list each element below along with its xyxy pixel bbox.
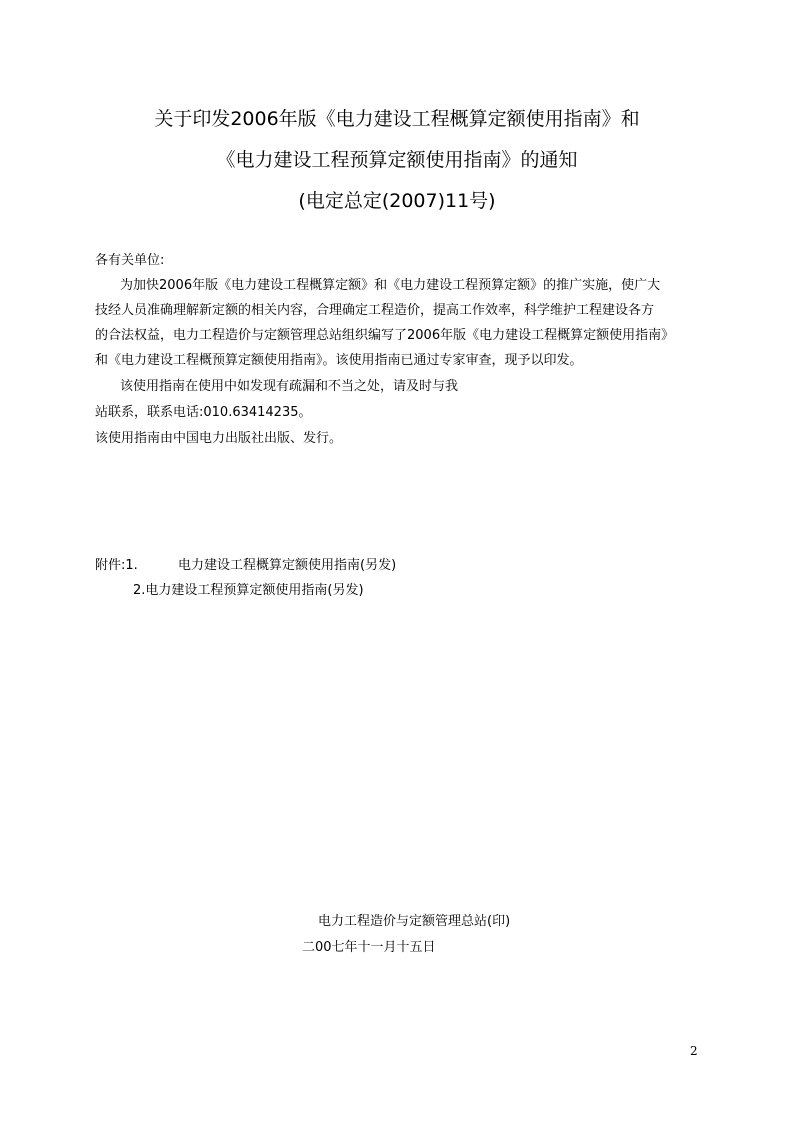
paragraph-2-line-2: 站联系，联系电话:010.63414235。	[95, 405, 312, 420]
paragraph-3: 该使用指南由中国电力出版社出版、发行。	[95, 431, 343, 446]
paragraph-1-line-2: 技经人员准确理解新定额的相关内容，合理确定工程造价，提高工作效率，科学维护工程建设各方	[95, 303, 655, 318]
issue-date: 二00七年十一月十五日	[302, 940, 436, 955]
attachment-label: 附件:1.	[95, 558, 138, 573]
paragraph-1-line-4: 和《电力建设工程概预算定额使用指南》。该使用指南已通过专家审查，现予以印发。	[95, 353, 583, 368]
title-line-1: 关于印发2006年版《电力建设工程概算定额使用指南》和	[154, 108, 640, 130]
page-number: 2	[690, 1044, 698, 1058]
salutation: 各有关单位:	[95, 253, 165, 268]
attachment-item-1: 电力建设工程概算定额使用指南(另发)	[178, 558, 397, 573]
issuer-signature: 电力工程造价与定额管理总站(印)	[318, 914, 511, 929]
paragraph-1-line-3: 的合法权益，电力工程造价与定额管理总站组织编写了2006年版《电力建设工程概算定额使用指南》	[95, 328, 675, 343]
paragraph-1-line-1: 为加快2006年版《电力建设工程概算定额》和《电力建设工程预算定额》的推广实施，使广大	[120, 278, 661, 293]
paragraph-2-line-1: 该使用指南在使用中如发现有疏漏和不当之处，请及时与我	[120, 379, 459, 394]
attachment-item-2: 2.电力建设工程预算定额使用指南(另发)	[133, 583, 364, 598]
title-line-2: 《电力建设工程预算定额使用指南》的通知	[216, 149, 578, 171]
document-number: (电定总定(2007)11号)	[298, 190, 496, 212]
